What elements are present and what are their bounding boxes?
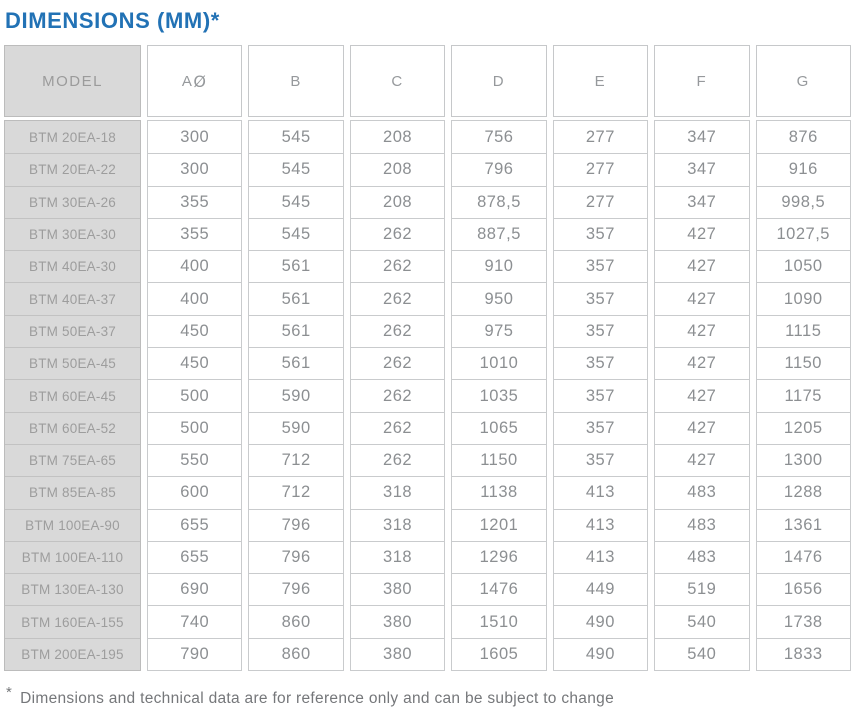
value-cell-g: 1300 xyxy=(757,444,850,476)
model-cell: BTM 60EA-45 xyxy=(5,379,140,411)
column-header-b: B xyxy=(248,45,343,117)
dimensions-table xyxy=(4,45,851,671)
column-body-a xyxy=(147,120,242,671)
model-cell: BTM 100EA-110 xyxy=(5,541,140,573)
value-cell-c: 380 xyxy=(351,638,444,670)
value-cell-a: 400 xyxy=(148,282,241,314)
value-cell-c: 380 xyxy=(351,573,444,605)
value-cell-g: 916 xyxy=(757,153,850,185)
model-cell: BTM 30EA-30 xyxy=(5,218,140,250)
value-cell-d: 1065 xyxy=(452,412,545,444)
value-cell-d: 1201 xyxy=(452,509,545,541)
model-cell: BTM 75EA-65 xyxy=(5,444,140,476)
value-cell-e: 357 xyxy=(554,282,647,314)
value-cell-a: 300 xyxy=(180,127,210,146)
value-cell-f: 483 xyxy=(655,541,748,573)
model-cell: BTM 200EA-195 xyxy=(5,638,140,670)
value-cell-d: 1150 xyxy=(452,444,545,476)
column-header-c: C xyxy=(350,45,445,117)
value-cell-e: 357 xyxy=(554,315,647,347)
model-cell: BTM 160EA-155 xyxy=(5,605,140,637)
value-cell-e: 413 xyxy=(554,541,647,573)
model-column-body xyxy=(4,120,141,671)
value-cell-f: 427 xyxy=(655,379,748,411)
column-header-f: F xyxy=(654,45,749,117)
value-cell-g: 1288 xyxy=(757,476,850,508)
value-cell-c: 208 xyxy=(351,186,444,218)
value-cell-g: 1205 xyxy=(757,412,850,444)
column-header-a: A Ø xyxy=(147,45,242,117)
value-cell-e: 413 xyxy=(554,476,647,508)
value-cell-e: 357 xyxy=(554,250,647,282)
value-cell-e: 357 xyxy=(554,347,647,379)
column-a xyxy=(147,45,242,671)
value-cell-c: 262 xyxy=(351,379,444,411)
model-cell: BTM 20EA-18 xyxy=(5,121,140,153)
model-column xyxy=(4,45,141,671)
value-cell-b: 545 xyxy=(249,153,342,185)
column-b xyxy=(248,45,343,671)
value-cell-c: 262 xyxy=(351,282,444,314)
model-cell: BTM 30EA-26 xyxy=(5,186,140,218)
value-cell-b: 796 xyxy=(249,509,342,541)
column-header-e: E xyxy=(553,45,648,117)
value-cell-c: 262 xyxy=(351,218,444,250)
model-cell: BTM 50EA-45 xyxy=(5,347,140,379)
column-header-d: D xyxy=(451,45,546,117)
column-header-g: G xyxy=(756,45,851,117)
value-cell-e: 357 xyxy=(554,412,647,444)
value-cell-c: 262 xyxy=(351,315,444,347)
footnote-text: Dimensions and technical data are for reference only and can be subject to change xyxy=(20,690,614,708)
footnote xyxy=(6,684,851,708)
page-title: DIMENSIONS (MM)* xyxy=(5,8,220,33)
value-cell-d: 1138 xyxy=(452,476,545,508)
value-cell-d: 1605 xyxy=(452,638,545,670)
column-body-d xyxy=(451,120,546,671)
value-cell-f: 427 xyxy=(655,218,748,250)
value-cell-a: 740 xyxy=(148,605,241,637)
value-cell-g: 1656 xyxy=(757,573,850,605)
value-cell-g: 1738 xyxy=(757,605,850,637)
column-f xyxy=(654,45,749,671)
value-cell-a: 690 xyxy=(148,573,241,605)
model-cell: BTM 40EA-30 xyxy=(5,250,140,282)
footnote-asterisk: * xyxy=(6,684,13,702)
value-cell-g: 1090 xyxy=(757,282,850,314)
value-cell-b: 561 xyxy=(249,315,342,347)
value-cell-b: 561 xyxy=(249,250,342,282)
value-cell-f: 540 xyxy=(655,638,748,670)
value-cell-f: 427 xyxy=(655,444,748,476)
value-cell-a: 790 xyxy=(148,638,241,670)
value-cell-e: 357 xyxy=(554,218,647,250)
value-cell-a: 400 xyxy=(148,250,241,282)
value-cell-a: 655 xyxy=(148,541,241,573)
value-cell-a: 355 xyxy=(148,186,241,218)
value-cell-f: 483 xyxy=(655,509,748,541)
value-cell-c: 318 xyxy=(351,476,444,508)
value-cell-a: 550 xyxy=(148,444,241,476)
value-cell-c: 318 xyxy=(351,541,444,573)
value-cell-e: 490 xyxy=(554,638,647,670)
value-cell-f: 427 xyxy=(655,250,748,282)
value-cell-d: 1510 xyxy=(452,605,545,637)
value-cell-e: 357 xyxy=(554,379,647,411)
value-cell-e: 490 xyxy=(554,605,647,637)
value-cell-e: 449 xyxy=(554,573,647,605)
value-cell-d: 1296 xyxy=(452,541,545,573)
value-cell-b: 796 xyxy=(249,573,342,605)
value-cell-g: 1115 xyxy=(757,315,850,347)
value-cell-f: 347 xyxy=(655,153,748,185)
value-cell-b: 590 xyxy=(249,379,342,411)
value-cell-b: 860 xyxy=(249,638,342,670)
value-cell-b: 796 xyxy=(249,541,342,573)
model-cell: BTM 40EA-37 xyxy=(5,282,140,314)
value-cell-f: 519 xyxy=(655,573,748,605)
value-cell-b: 712 xyxy=(249,476,342,508)
value-cell-f: 347 xyxy=(655,186,748,218)
value-cell-g: 1150 xyxy=(757,347,850,379)
model-cell: BTM 60EA-52 xyxy=(5,412,140,444)
model-cell: BTM 85EA-85 xyxy=(5,476,140,508)
value-cell-f: 347 xyxy=(687,127,717,146)
value-cell-e: 357 xyxy=(554,444,647,476)
diameter-icon: Ø xyxy=(193,71,208,91)
value-cell-c: 318 xyxy=(351,509,444,541)
value-cell-d: 1476 xyxy=(452,573,545,605)
column-e xyxy=(553,45,648,671)
value-cell-d: 950 xyxy=(452,282,545,314)
value-cell-e: 413 xyxy=(554,509,647,541)
column-body-e xyxy=(553,120,648,671)
value-cell-d: 756 xyxy=(484,127,514,146)
value-cell-g: 1027,5 xyxy=(757,218,850,250)
value-cell-a: 300 xyxy=(148,153,241,185)
value-cell-c: 262 xyxy=(351,250,444,282)
value-cell-a: 450 xyxy=(148,315,241,347)
value-cell-d: 1010 xyxy=(452,347,545,379)
value-cell-f: 540 xyxy=(655,605,748,637)
column-body-c xyxy=(350,120,445,671)
value-cell-a: 450 xyxy=(148,347,241,379)
value-cell-e: 277 xyxy=(554,153,647,185)
value-cell-b: 712 xyxy=(249,444,342,476)
value-cell-g: 1833 xyxy=(757,638,850,670)
model-cell: BTM 100EA-90 xyxy=(5,509,140,541)
column-d xyxy=(451,45,546,671)
value-cell-f: 427 xyxy=(655,412,748,444)
value-cell-g: 1476 xyxy=(757,541,850,573)
value-cell-b: 860 xyxy=(249,605,342,637)
model-cell: BTM 50EA-37 xyxy=(5,315,140,347)
column-body-f xyxy=(654,120,749,671)
value-cell-f: 427 xyxy=(655,347,748,379)
value-cell-c: 208 xyxy=(351,153,444,185)
value-cell-a: 600 xyxy=(148,476,241,508)
value-cell-e: 277 xyxy=(554,186,647,218)
value-cell-d: 975 xyxy=(452,315,545,347)
value-cell-d: 796 xyxy=(452,153,545,185)
column-body-b xyxy=(248,120,343,671)
value-cell-g: 998,5 xyxy=(757,186,850,218)
value-cell-a: 500 xyxy=(148,379,241,411)
column-c xyxy=(350,45,445,671)
value-cell-d: 910 xyxy=(452,250,545,282)
value-cell-c: 380 xyxy=(351,605,444,637)
value-cell-c: 262 xyxy=(351,347,444,379)
column-header-model: MODEL xyxy=(4,45,141,117)
value-cell-g: 1050 xyxy=(757,250,850,282)
value-cell-g: 1361 xyxy=(757,509,850,541)
value-cell-d: 878,5 xyxy=(452,186,545,218)
value-cell-b: 590 xyxy=(249,412,342,444)
value-cell-c: 208 xyxy=(383,127,413,146)
value-cell-a: 500 xyxy=(148,412,241,444)
model-cell: BTM 130EA-130 xyxy=(5,573,140,605)
value-cell-a: 655 xyxy=(148,509,241,541)
value-cell-g: 1175 xyxy=(757,379,850,411)
value-cell-f: 427 xyxy=(655,282,748,314)
value-cell-c: 262 xyxy=(351,412,444,444)
value-cell-a: 355 xyxy=(148,218,241,250)
value-cell-b: 561 xyxy=(249,347,342,379)
value-cell-b: 545 xyxy=(249,186,342,218)
value-cell-c: 262 xyxy=(351,444,444,476)
column-body-g xyxy=(756,120,851,671)
value-cell-b: 545 xyxy=(281,127,311,146)
model-cell: BTM 20EA-22 xyxy=(5,153,140,185)
value-cell-d: 887,5 xyxy=(452,218,545,250)
value-cell-e: 277 xyxy=(585,127,615,146)
value-cell-f: 427 xyxy=(655,315,748,347)
value-cell-f: 483 xyxy=(655,476,748,508)
column-g xyxy=(756,45,851,671)
value-cell-b: 545 xyxy=(249,218,342,250)
value-cell-d: 1035 xyxy=(452,379,545,411)
value-cell-b: 561 xyxy=(249,282,342,314)
value-cell-g: 876 xyxy=(788,127,818,146)
